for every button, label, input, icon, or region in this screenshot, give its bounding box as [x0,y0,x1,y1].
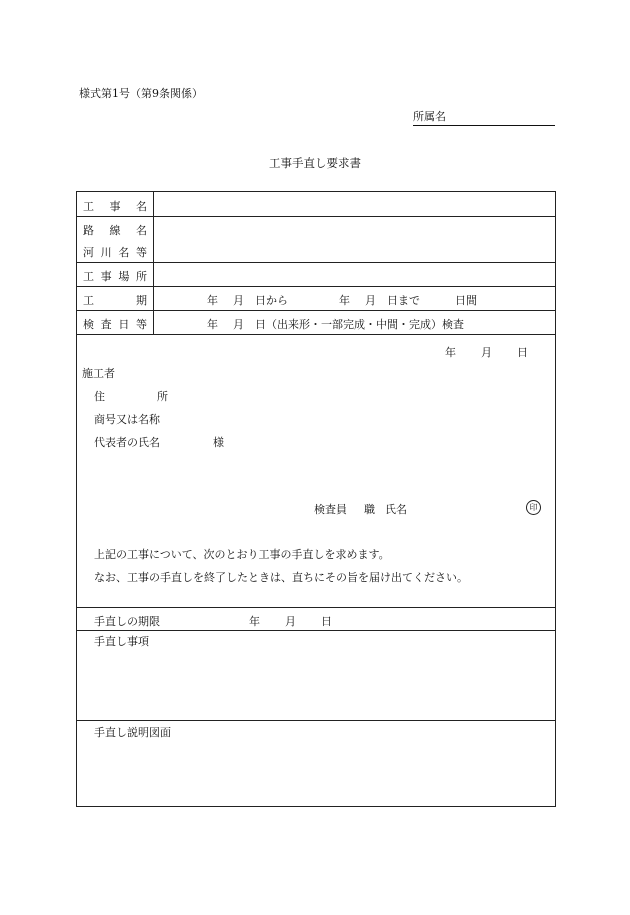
date-month: 月 [481,346,492,359]
representative-label: 代表者の氏名 [94,436,160,449]
form-number: 様式第1号（第9条関係） [79,87,203,100]
correction-items-label: 手直し事項 [94,635,149,648]
deadline-label: 手直しの期限 [94,615,160,628]
message-line-1: 上記の工事について、次のとおり工事の手直しを求めます。 [94,548,390,561]
inspector-label: 検査員 [314,503,347,516]
post-label: 職 [364,503,375,516]
date-year: 年 [445,346,456,359]
label-river-name: 河 川 名 等 [83,246,147,259]
row-divider [77,334,555,335]
label-construction-name: 工 事 名 [83,200,147,213]
document-title: 工事手直し要求書 [269,156,361,170]
trade-name-label: 商号又は名称 [94,413,160,426]
row-divider [77,630,555,631]
explanatory-drawing-label: 手直し説明図面 [94,726,171,739]
row-divider [77,216,555,217]
row-divider [77,607,555,608]
honorific: 様 [213,436,224,449]
deadline-day: 日 [321,615,332,628]
label-route-name: 路 線 名 [83,224,147,237]
label-inspection-date: 検 査 日 等 [83,318,147,331]
seal-icon: 印 [526,500,541,515]
row-divider [77,286,555,287]
deadline-year: 年 [249,615,260,628]
address-label-b: 所 [157,390,168,403]
date-day: 日 [517,346,528,359]
affiliation-label: 所属名 [413,110,446,123]
affiliation-field [413,108,555,126]
message-line-2: なお、工事の手直しを終了したときは、直ちにその旨を届け出てください。 [94,571,468,584]
deadline-month: 月 [285,615,296,628]
label-column-divider [153,192,154,334]
contractor-label: 施工者 [82,367,115,380]
form-frame: 工 事 名 路 線 名 河 川 名 等 工 事 場 所 工 期 検 査 日 等 年 月 日から 年 月 日まで 日間 年 月 日（出来形・一部完成・中間・完成）検査 年 月 日 施工者 住 所 商号又は名称 代表者の氏名 様 検査員 職 氏名 印 上記の工事について、次のとおり工事の手直しを求めます。 なお、工事の手直しを終了したときは、直ちにその旨を届け出てください。 手直しの期限 年 月 日 手直し事項 手直し説明図面 [76,191,556,807]
name-label: 氏名 [385,503,407,516]
row-divider [77,720,555,721]
row-divider [77,310,555,311]
address-label-a: 住 [94,390,105,403]
label-period: 工 期 [83,294,147,307]
label-site: 工 事 場 所 [83,270,147,283]
row-divider [77,262,555,263]
